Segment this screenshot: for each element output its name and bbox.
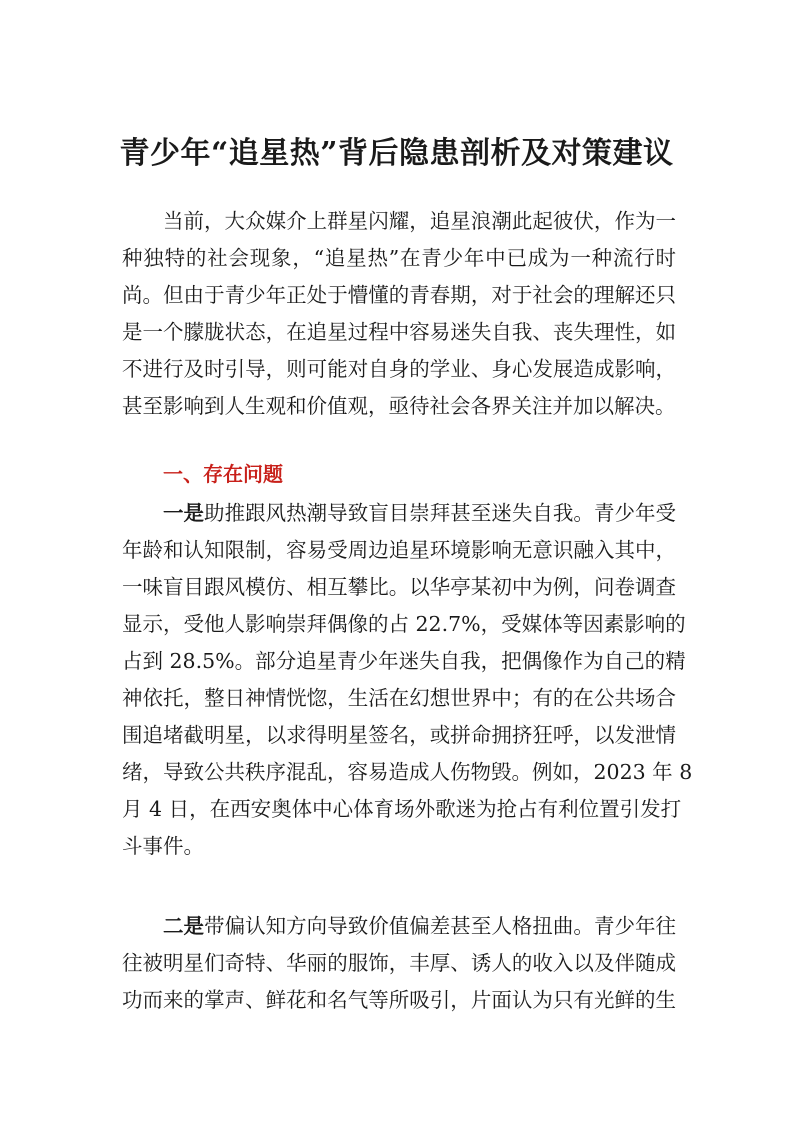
point-one-line: 绪，导致公共秩序混乱，容易造成人伤物毁。例如，2023 年 8 — [122, 760, 693, 784]
intro-paragraph — [122, 203, 676, 425]
intro-line: 甚至影响到人生观和价值观，亟待社会各界关注并加以解决。 — [122, 394, 676, 418]
intro-line: 尚。但由于青少年正处于懵懂的青春期，对于社会的理解还只 — [122, 283, 676, 307]
intro-line: 当前，大众媒介上群星闪耀，追星浪潮此起彼伏，作为一 — [163, 209, 676, 233]
point-one-line: 斗事件。 — [122, 834, 204, 858]
point-one-line: 一味盲目跟风模仿、相互攀比。以华亭某初中为例，问卷调查 — [122, 575, 676, 599]
point-one-line: 显示，受他人影响崇拜偶像的占 22.7%，受媒体等因素影响的 — [122, 612, 686, 636]
point-one-lead: 一是 — [163, 501, 205, 525]
point-one-line: 月 4 日，在西安奥体中心体育场外歌迷为抢占有利位置引发打 — [122, 797, 682, 821]
point-two-lead: 二是 — [163, 914, 205, 938]
point-one-line: 年龄和认知限制，容易受周边追星环境影响无意识融入其中， — [122, 538, 676, 562]
point-two-line: 功而来的掌声、鲜花和名气等所吸引，片面认为只有光鲜的生 — [122, 988, 676, 1012]
intro-line: 不进行及时引导，则可能对自身的学业、身心发展造成影响， — [122, 357, 676, 381]
point-one-first-line-text: 助推跟风热潮导致盲目崇拜甚至迷失自我。青少年受 — [204, 501, 677, 525]
point-two-first-line — [122, 908, 676, 945]
point-two-first-line-text: 带偏认知方向导致价值偏差甚至人格扭曲。青少年往 — [204, 914, 677, 938]
point-two-paragraph — [122, 908, 676, 1019]
point-one-line: 神依托，整日神情恍惚，生活在幻想世界中；有的在公共场合 — [122, 686, 676, 710]
point-one-first-line — [122, 495, 676, 532]
document-title: 青少年“追星热”背后隐患剖析及对策建议 — [119, 136, 674, 171]
point-one-line: 围追堵截明星，以求得明星签名，或拼命拥挤狂呼，以发泄情 — [122, 723, 676, 747]
intro-line: 种独特的社会现象，“追星热”在青少年中已成为一种流行时 — [122, 246, 676, 270]
intro-line: 是一个朦胧状态，在追星过程中容易迷失自我、丧失理性，如 — [122, 320, 676, 344]
point-two-line: 往被明星们奇特、华丽的服饰，丰厚、诱人的收入以及伴随成 — [122, 951, 676, 975]
point-one-line: 占到 28.5%。部分追星青少年迷失自我，把偶像作为自己的精 — [122, 649, 686, 673]
point-one-paragraph — [122, 495, 693, 865]
section-heading: 一、存在问题 — [163, 462, 283, 486]
